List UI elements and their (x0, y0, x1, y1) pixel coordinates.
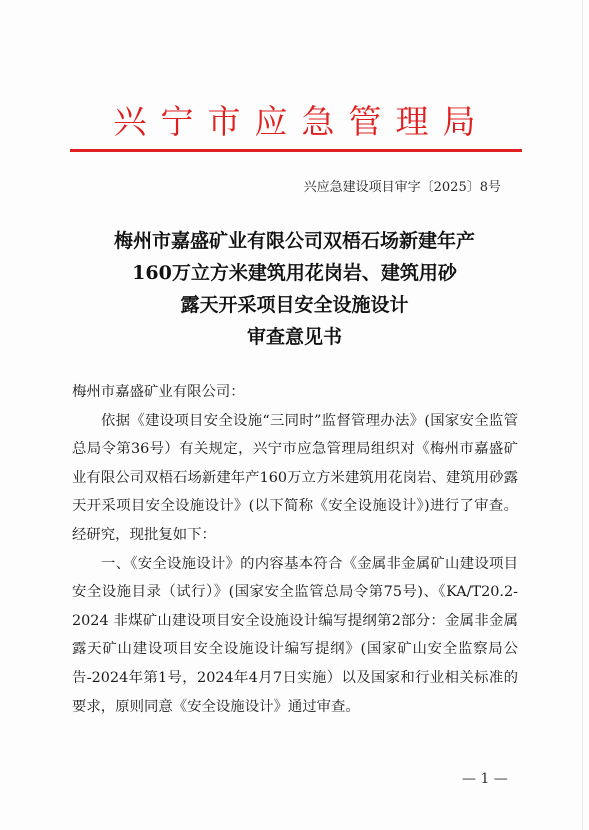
header-red-rule (70, 149, 522, 152)
agency-header-title: 兴宁市应急管理局 (113, 102, 490, 141)
document-title (0, 225, 589, 353)
paragraph-basis: 依据《建设项目安全设施“三同时”监督管理办法》(国家安全监管总局令第36号）有关规定，兴宁市应急管理局组织对《梅州市嘉盛矿业有限公司双梧石场新建年产160万立方米建筑用花岗岩、建筑用砂露天开采项目安全设施设计》(以下简称《安全设施设计》)进行了审查。经研究，现批复如下： (72, 412, 518, 543)
title-line-4: 审查意见书 (246, 326, 342, 348)
title-line-3: 露天开采项目安全设施设计 (180, 294, 409, 316)
page-edge-line (582, 0, 583, 830)
page-number: — 1 — (462, 771, 508, 787)
addressee: 梅州市嘉盛矿业有限公司： (72, 384, 245, 400)
paragraph-opinion-1: 一、《安全设施设计》的内容基本符合《金属非金属矿山建设项目安全设施目录（试行）》(国家安全监管总局令第75号)、《KA/T20.2-2024 非煤矿山建设项目安全设施设计编写提纲第2部分：金属非金属露天矿山建设项目安全设施设计编写提纲》(国家矿山安全监察局公告-2024年第1号，2024年4月7日实施）以及国家和行业相关标准的要求，原则同意《安全设施设计》通过审查。 (72, 555, 518, 715)
title-line-2: 160万立方米建筑用花岗岩、建筑用砂 (132, 262, 457, 284)
document-number: 兴应急建设项目审字〔2025〕8号 (303, 180, 501, 195)
title-line-1: 梅州市嘉盛矿业有限公司双梧石场新建年产 (113, 230, 475, 252)
document-body (72, 378, 518, 721)
